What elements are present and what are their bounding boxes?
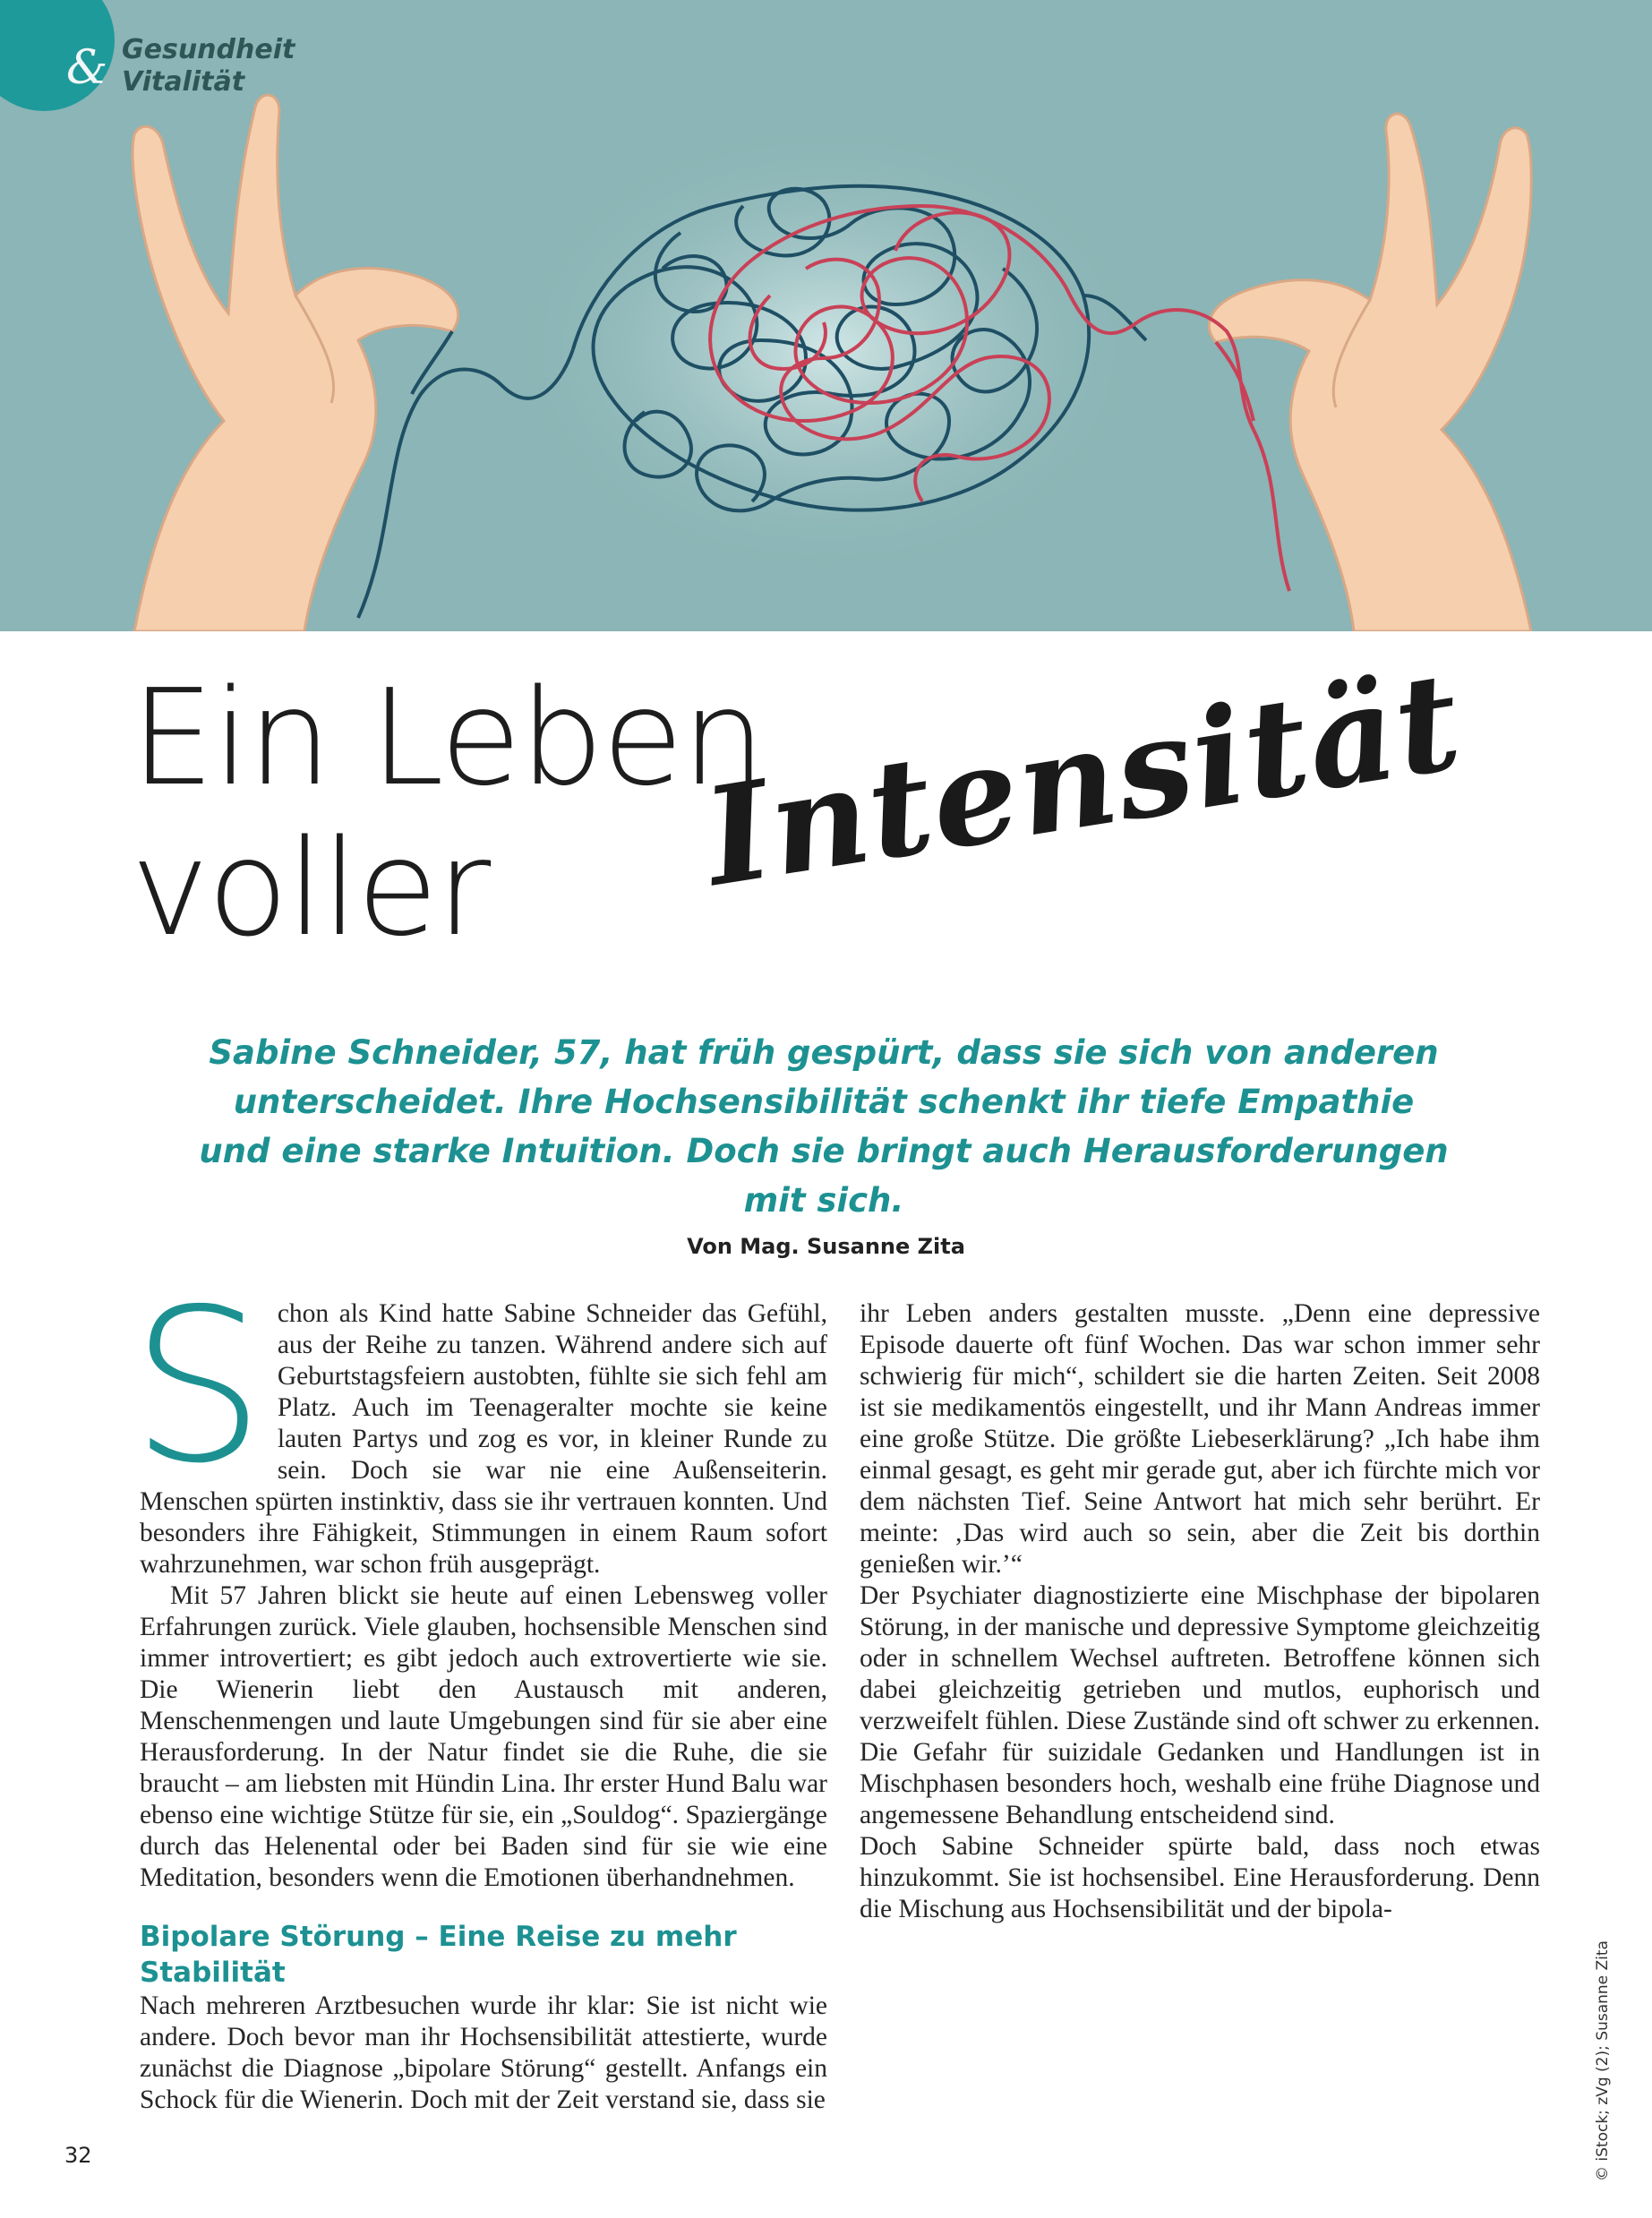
right-hand-icon	[1209, 114, 1531, 631]
article-column-right	[860, 1298, 1540, 1925]
hero-illustration	[0, 0, 1652, 631]
blue-thread-end	[412, 331, 452, 394]
byline: Von Mag. Susanne Zita	[687, 1234, 965, 1259]
title-line2: voller	[131, 811, 490, 965]
left-hand-icon	[133, 95, 458, 631]
title-script-word: Intensität	[695, 642, 1472, 917]
article-paragraph-1: chon als Kind hatte Sabine Schneider das Gefühl, aus der Reihe zu tanzen. Während andere sich auf Geburtstagsfeiern austobten, fühlte sie sich fehl am Platz. Auch im Teenageralter mochte sie keine lauten Partys und zog es vor, in kleiner Runde zu sein. Doch sie war nie eine Außenseiterin. Menschen spürten instinktiv, dass sie ihr vertrauen konnten. Und besonders ihre Fähigkeit, Stimmungen in einem Raum sofort wahrzunehmen, war schon früh ausgeprägt.	[140, 1299, 827, 1579]
article-paragraph-4: Der Psychiater diagnostizierte eine Mischphase der bipolaren Störung, in der manische und depressive Symptome gleichzeitig oder in schnellem Wechsel auftreten. Betroffene können sich dabei gleichzeitig getrieben und mutlos, euphorisch und verzweifelt fühlen. Diese Zustände sind oft schwer zu erkennen. Die Gefahr für suizidale Gedanken und Handlungen ist in Mischphasen besonders hoch, weshalb eine frühe Diagnose und angemessene Behandlung entscheidend sind.	[860, 1581, 1540, 1829]
page-number: 32	[64, 2143, 92, 2168]
article-paragraph-2: Mit 57 Jahren blickt sie heute auf einen Lebensweg voller Erfahrungen zurück. Viele glauben, hochsensible Menschen sind immer introvertiert; es gibt jedoch auch extrovertierte wie sie. Die Wienerin liebt den Austausch mit anderen, Menschenmengen und laute Umgebungen sind für sie aber eine Herausforderung. In der Natur findet sie die Ruhe, die sie braucht – am liebsten mit Hündin Lina. Ihr erster Hund Balu war ebenso eine wichtige Stütze für sie, ein „Souldog“. Spaziergänge durch das Helenental oder bei Baden sind für sie wie eine Meditation, besonders wenn die Emotionen überhandnehmen.	[140, 1581, 827, 1892]
section-label-line2: Vitalität	[122, 66, 245, 98]
section-ampersand: &	[66, 41, 108, 95]
article-column-left	[131, 1263, 827, 2116]
article-paragraph-3: Nach mehreren Arztbesuchen wurde ihr klar: Sie ist nicht wie andere. Doch bevor man ihr Hochsensibilität attestierte, wurde zunächst die Diagnose „bipolare Störung“ gestellt. Anfangs ein Schock für die Wienerin. Doch mit der Zeit verstand sie, dass sie	[140, 1991, 827, 2114]
article-paragraph-5: Doch Sabine Schneider spürte bald, dass noch etwas hinzukommt. Sie ist hochsensibel. Eine Herausforderung. Denn die Mischung aus Hochsensibilität und der bipola-	[860, 1832, 1540, 1923]
lead-paragraph: Sabine Schneider, 57, hat früh gespürt, dass sie sich von anderen unterscheidet. Ihre Hochsensibilität schenkt ihr tiefe Empathie und eine starke Intuition. Doch sie bringt auch Herausforderungen mit sich.	[199, 1033, 1449, 1220]
title-line1: Ein Leben	[131, 661, 765, 815]
article-paragraph-3-continued: ihr Leben anders gestalten musste. „Denn eine depressive Episode dauerte oft fünf Wochen. Das war schon immer sehr schwierig für mich“, schildert sie die harten Zeiten. Seit 2008 ist sie medikamentös eingestellt, und ihr Mann Andreas immer eine große Stütze. Die größte Liebeserklärung? „Ich habe ihm einmal gesagt, es geht mir gerade gut, aber ich fürchte mich vor dem nächsten Tief. Seine Antwort hat mich sehr berührt. Er meinte: ‚Das wird auch so sein, aber die Zeit bis dorthin genießen wir.’“	[860, 1299, 1540, 1579]
section-label	[122, 34, 295, 98]
photo-credit: © iStock; zVg (2); Susanne Zita	[1594, 1940, 1612, 2181]
page-title	[131, 663, 764, 963]
section-label-line1: Gesundheit	[122, 34, 295, 65]
dropcap: S	[131, 1263, 265, 1510]
article-subhead: Bipolare Störung – Eine Reise zu mehr Stabilität	[140, 1921, 737, 1989]
